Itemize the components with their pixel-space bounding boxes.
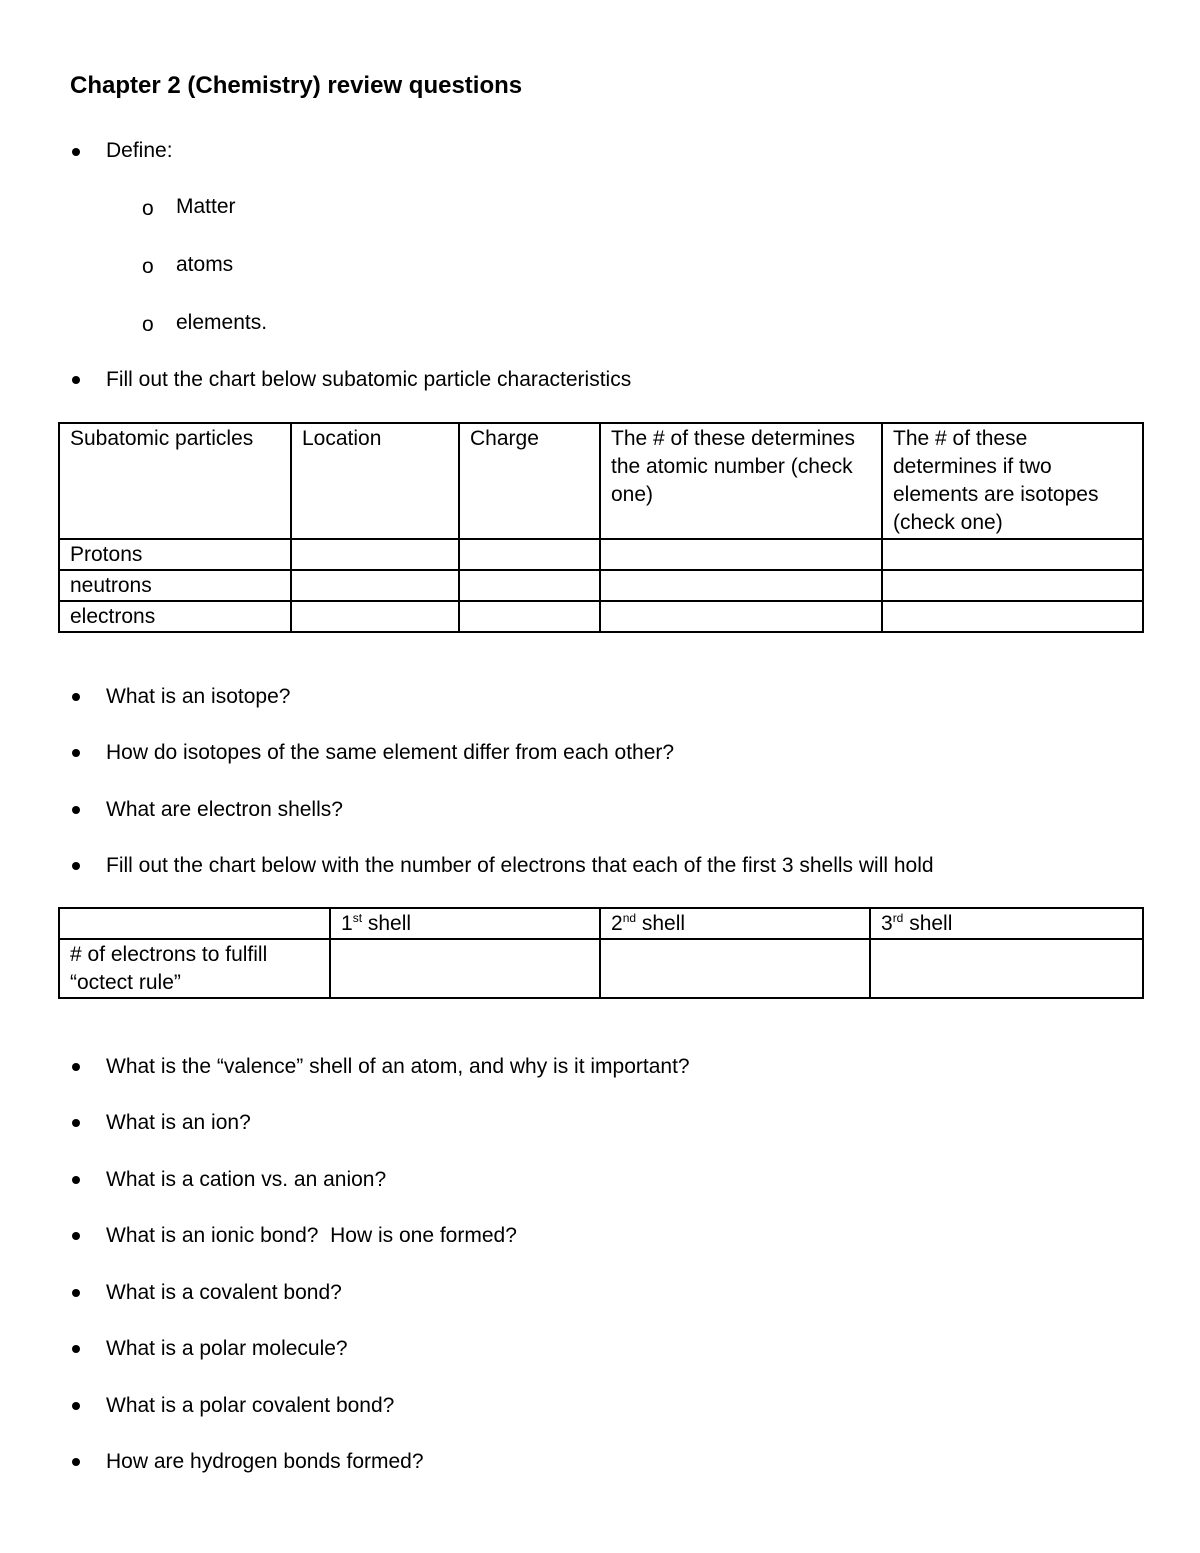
header-atomic-number: The # of these determines the atomic number (check one) bbox=[600, 423, 882, 539]
shell-number: 3 bbox=[881, 912, 893, 935]
answer-cell[interactable] bbox=[600, 570, 882, 601]
bullet-icon bbox=[72, 749, 80, 757]
question-isotopes-differ: How do isotopes of the same element differ from each other? bbox=[106, 741, 675, 764]
sub-bullet-icon: o bbox=[142, 313, 154, 336]
bullet-icon bbox=[72, 1402, 80, 1410]
bullet-icon bbox=[72, 1289, 80, 1297]
answer-cell[interactable] bbox=[882, 570, 1143, 601]
table-header-row bbox=[59, 908, 1143, 939]
question-cation-anion: What is a cation vs. an anion? bbox=[106, 1168, 387, 1191]
question-ion: What is an ion? bbox=[106, 1111, 251, 1134]
page-title: Chapter 2 (Chemistry) review questions bbox=[70, 72, 523, 99]
answer-cell[interactable] bbox=[291, 539, 459, 570]
row-label-octet-rule: # of electrons to fulfill “octect rule” bbox=[59, 939, 330, 998]
table-header-row bbox=[59, 423, 1143, 539]
chart1-prompt: Fill out the chart below subatomic particle characteristics bbox=[106, 368, 632, 391]
answer-cell[interactable] bbox=[459, 570, 600, 601]
shell-word: shell bbox=[362, 912, 412, 935]
define-term-atoms: atoms bbox=[176, 253, 234, 276]
header-shell-2 bbox=[600, 908, 870, 939]
header-empty bbox=[59, 908, 330, 939]
table-row bbox=[59, 601, 1143, 632]
table-row bbox=[59, 570, 1143, 601]
bullet-icon bbox=[72, 806, 80, 814]
row-label-electrons: electrons bbox=[59, 601, 291, 632]
answer-cell[interactable] bbox=[330, 939, 600, 998]
header-shell-3 bbox=[870, 908, 1143, 939]
electron-shells-table bbox=[58, 907, 1144, 999]
answer-cell[interactable] bbox=[459, 601, 600, 632]
shell-ordinal: nd bbox=[622, 911, 637, 925]
bullet-icon bbox=[72, 376, 80, 384]
header-shell-1 bbox=[330, 908, 600, 939]
bullet-icon bbox=[72, 1458, 80, 1466]
bullet-icon bbox=[72, 693, 80, 701]
bullet-icon bbox=[72, 1232, 80, 1240]
shell-ordinal: st bbox=[352, 911, 363, 925]
sub-bullet-icon: o bbox=[142, 255, 154, 278]
question-hydrogen-bonds: How are hydrogen bonds formed? bbox=[106, 1450, 424, 1473]
answer-cell[interactable] bbox=[459, 539, 600, 570]
bullet-icon bbox=[72, 862, 80, 870]
question-electron-shells: What are electron shells? bbox=[106, 798, 343, 821]
shell-word: shell bbox=[636, 912, 686, 935]
header-location: Location bbox=[291, 423, 459, 539]
shell-word: shell bbox=[903, 912, 953, 935]
define-label: Define: bbox=[106, 139, 173, 162]
answer-cell[interactable] bbox=[600, 539, 882, 570]
table-row bbox=[59, 939, 1143, 998]
question-isotope: What is an isotope? bbox=[106, 685, 291, 708]
chart2-prompt: Fill out the chart below with the number of electrons that each of the first 3 shells will hold bbox=[106, 854, 934, 877]
question-polar-covalent-bond: What is a polar covalent bond? bbox=[106, 1394, 395, 1417]
subatomic-particles-table bbox=[58, 422, 1144, 633]
question-polar-molecule: What is a polar molecule? bbox=[106, 1337, 348, 1360]
table-row bbox=[59, 539, 1143, 570]
answer-cell[interactable] bbox=[600, 939, 870, 998]
question-valence-shell: What is the “valence” shell of an atom, and why is it important? bbox=[106, 1055, 690, 1078]
define-term-elements: elements. bbox=[176, 311, 268, 334]
header-isotopes: The # of these determines if two elements are isotopes (check one) bbox=[882, 423, 1143, 539]
shell-number: 2 bbox=[611, 912, 623, 935]
bullet-icon bbox=[72, 1176, 80, 1184]
question-ionic-bond: What is an ionic bond? How is one formed? bbox=[106, 1224, 517, 1247]
answer-cell[interactable] bbox=[291, 570, 459, 601]
define-term-matter: Matter bbox=[176, 195, 236, 218]
bullet-icon bbox=[72, 1119, 80, 1127]
sub-bullet-icon: o bbox=[142, 197, 154, 220]
answer-cell[interactable] bbox=[600, 601, 882, 632]
bullet-icon bbox=[72, 1063, 80, 1071]
row-label-protons: Protons bbox=[59, 539, 291, 570]
shell-number: 1 bbox=[341, 912, 353, 935]
answer-cell[interactable] bbox=[870, 939, 1143, 998]
question-covalent-bond: What is a covalent bond? bbox=[106, 1281, 342, 1304]
answer-cell[interactable] bbox=[882, 601, 1143, 632]
shell-ordinal: rd bbox=[892, 911, 904, 925]
row-label-neutrons: neutrons bbox=[59, 570, 291, 601]
answer-cell[interactable] bbox=[291, 601, 459, 632]
header-charge: Charge bbox=[459, 423, 600, 539]
header-subatomic-particles: Subatomic particles bbox=[59, 423, 291, 539]
answer-cell[interactable] bbox=[882, 539, 1143, 570]
bullet-icon bbox=[72, 1345, 80, 1353]
bullet-icon bbox=[72, 148, 80, 156]
